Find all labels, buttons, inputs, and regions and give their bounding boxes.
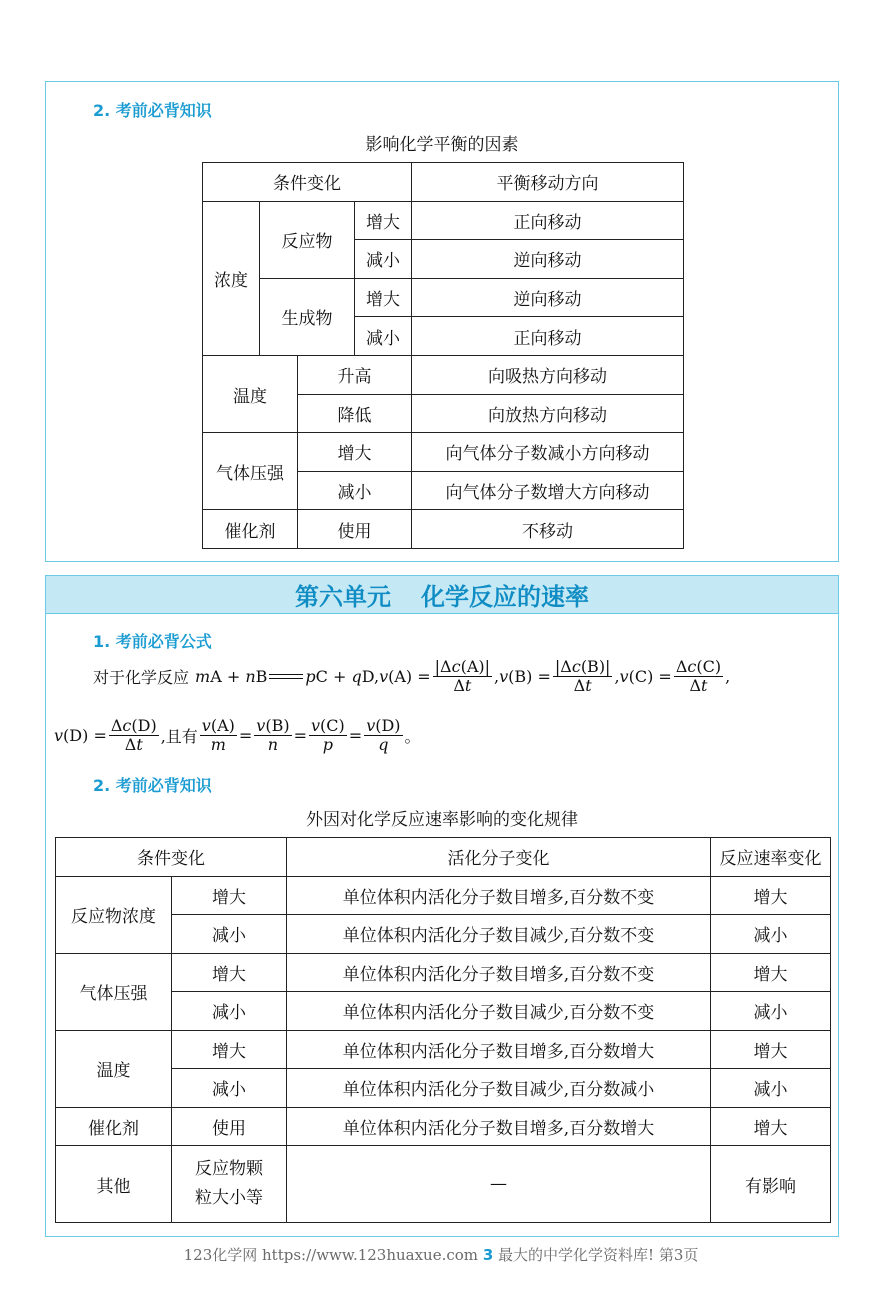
table-cell: 温度 (203, 355, 298, 432)
table-cell: 正向移动 (412, 201, 684, 240)
rate-factors-table (55, 837, 831, 1223)
unit-title-text: 化学反应的速率 (421, 583, 589, 611)
formula-and: ,且有 (160, 726, 198, 746)
section-heading: 2. 考前必背知识 (93, 101, 212, 120)
table-cell: 催化剂 (203, 510, 298, 549)
table-cell: 逆向移动 (412, 278, 684, 317)
header-cell: 条件变化 (203, 163, 412, 202)
rate-formula-line-1: 对于化学反应 mA + nB pC + qD,v(A) = $\frac{|\Delta c(A)|}{\Delta t}$ ,v(B) = $\frac{|\Delta c(B)|}{\Delta t}$ ,v(C) = $\frac{\Delta c(C)}{\Delta t}$ , (93, 657, 731, 695)
table-cell: 增大 (172, 876, 287, 915)
table-caption: 外因对化学反应速率影响的变化规律 (306, 810, 578, 830)
ratio-vD-q: $\frac{v(D)}{q}$ (366, 716, 401, 754)
header-cell: 活化分子变化 (287, 838, 711, 877)
table-cell: 增大 (355, 201, 412, 240)
table-cell: 减小 (172, 915, 287, 954)
table-cell: 使用 (172, 1107, 287, 1146)
table-cell: 减小 (711, 915, 831, 954)
table-cell: 增大 (711, 1107, 831, 1146)
formula-intro: 对于化学反应 (93, 667, 190, 687)
table-cell: 气体压强 (203, 433, 298, 510)
ratio-vB-n: $\frac{v(B)}{n}$ (256, 716, 290, 754)
table-cell: 生成物 (260, 278, 355, 355)
table-cell: 向放热方向移动 (412, 394, 684, 433)
section-heading: 2. 考前必背知识 (93, 776, 212, 795)
table-cell: 升高 (298, 355, 412, 394)
table-cell: 增大 (298, 433, 412, 472)
table-cell: 反应物浓度 (56, 876, 172, 953)
table-cell: 向气体分子数增大方向移动 (412, 471, 684, 510)
table-cell: 减小 (298, 471, 412, 510)
equilibrium-equals-sign (269, 674, 303, 679)
table-cell: 使用 (298, 510, 412, 549)
fraction-vC: $\frac{\Delta c(C)}{\Delta t}$ (675, 657, 722, 695)
table-cell: 单位体积内活化分子数目增多,百分数不变 (287, 953, 711, 992)
table-cell: 增大 (172, 1030, 287, 1069)
header-cell: 条件变化 (56, 838, 287, 877)
table-cell: 降低 (298, 394, 412, 433)
table-cell: 反应物颗粒大小等 (172, 1146, 287, 1223)
table-cell: 增大 (711, 876, 831, 915)
table-cell: 浓度 (203, 201, 260, 355)
table-cell: 其他 (56, 1146, 172, 1223)
table-cell: 正向移动 (412, 317, 684, 356)
table-cell: 减小 (711, 1069, 831, 1108)
page-footer (0, 1244, 882, 1265)
fraction-vA: $\frac{|\Delta c(A)|}{\Delta t}$ (434, 657, 491, 695)
table-cell: 增大 (355, 278, 412, 317)
footer-slogan: 最大的中学化学资料库! 第3页 (498, 1246, 699, 1264)
table-cell: 不移动 (412, 510, 684, 549)
table-caption: 影响化学平衡的因素 (365, 135, 519, 155)
equilibrium-factors-table (202, 162, 684, 549)
table-cell: 单位体积内活化分子数目减少,百分数减小 (287, 1069, 711, 1108)
table-cell: 减小 (355, 240, 412, 279)
table-cell: 单位体积内活化分子数目增多,百分数不变 (287, 876, 711, 915)
rate-panel (45, 575, 839, 1237)
rate-formula-line-2: v(D) = $\frac{\Delta c(D)}{\Delta t}$ ,且有 $\frac{v(A)}{m}$ = $\frac{v(B)}{n}$ = $\frac{v(C)}{p}$ = $\frac{v(D)}{q}$ 。 (54, 716, 421, 754)
table-cell: 单位体积内活化分子数目增多,百分数增大 (287, 1030, 711, 1069)
header-cell: 反应速率变化 (711, 838, 831, 877)
section-heading: 1. 考前必背公式 (93, 632, 212, 651)
table-cell: 单位体积内活化分子数目减少,百分数不变 (287, 915, 711, 954)
table-cell: 单位体积内活化分子数目增多,百分数增大 (287, 1107, 711, 1146)
table-cell: 有影响 (711, 1146, 831, 1223)
ratio-vC-p: $\frac{v(C)}{p}$ (311, 716, 345, 754)
table-cell: 增大 (711, 953, 831, 992)
table-cell: 气体压强 (56, 953, 172, 1030)
table-cell: 反应物 (260, 201, 355, 278)
unit-title-number: 第六单元 (295, 583, 391, 611)
table-cell: 增大 (711, 1030, 831, 1069)
table-cell: 向吸热方向移动 (412, 355, 684, 394)
table-cell: 逆向移动 (412, 240, 684, 279)
footer-site-link[interactable]: 123化学网 https://www.123huaxue.com (183, 1246, 479, 1264)
equilibrium-panel (45, 81, 839, 562)
table-cell: 单位体积内活化分子数目减少,百分数不变 (287, 992, 711, 1031)
ratio-vA-m: $\frac{v(A)}{m}$ (201, 716, 235, 754)
table-cell: — (287, 1146, 711, 1223)
page-number: 3 (482, 1246, 494, 1264)
table-cell: 减小 (355, 317, 412, 356)
table-cell: 增大 (172, 953, 287, 992)
table-cell: 减小 (172, 1069, 287, 1108)
table-cell: 催化剂 (56, 1107, 172, 1146)
table-cell: 向气体分子数减小方向移动 (412, 433, 684, 472)
header-cell: 平衡移动方向 (412, 163, 684, 202)
table-cell: 减小 (172, 992, 287, 1031)
unit-title-band (46, 576, 838, 614)
table-cell: 温度 (56, 1030, 172, 1107)
fraction-vD: $\frac{\Delta c(D)}{\Delta t}$ (110, 716, 157, 754)
fraction-vB: $\frac{|\Delta c(B)|}{\Delta t}$ (554, 657, 611, 695)
table-cell: 减小 (711, 992, 831, 1031)
